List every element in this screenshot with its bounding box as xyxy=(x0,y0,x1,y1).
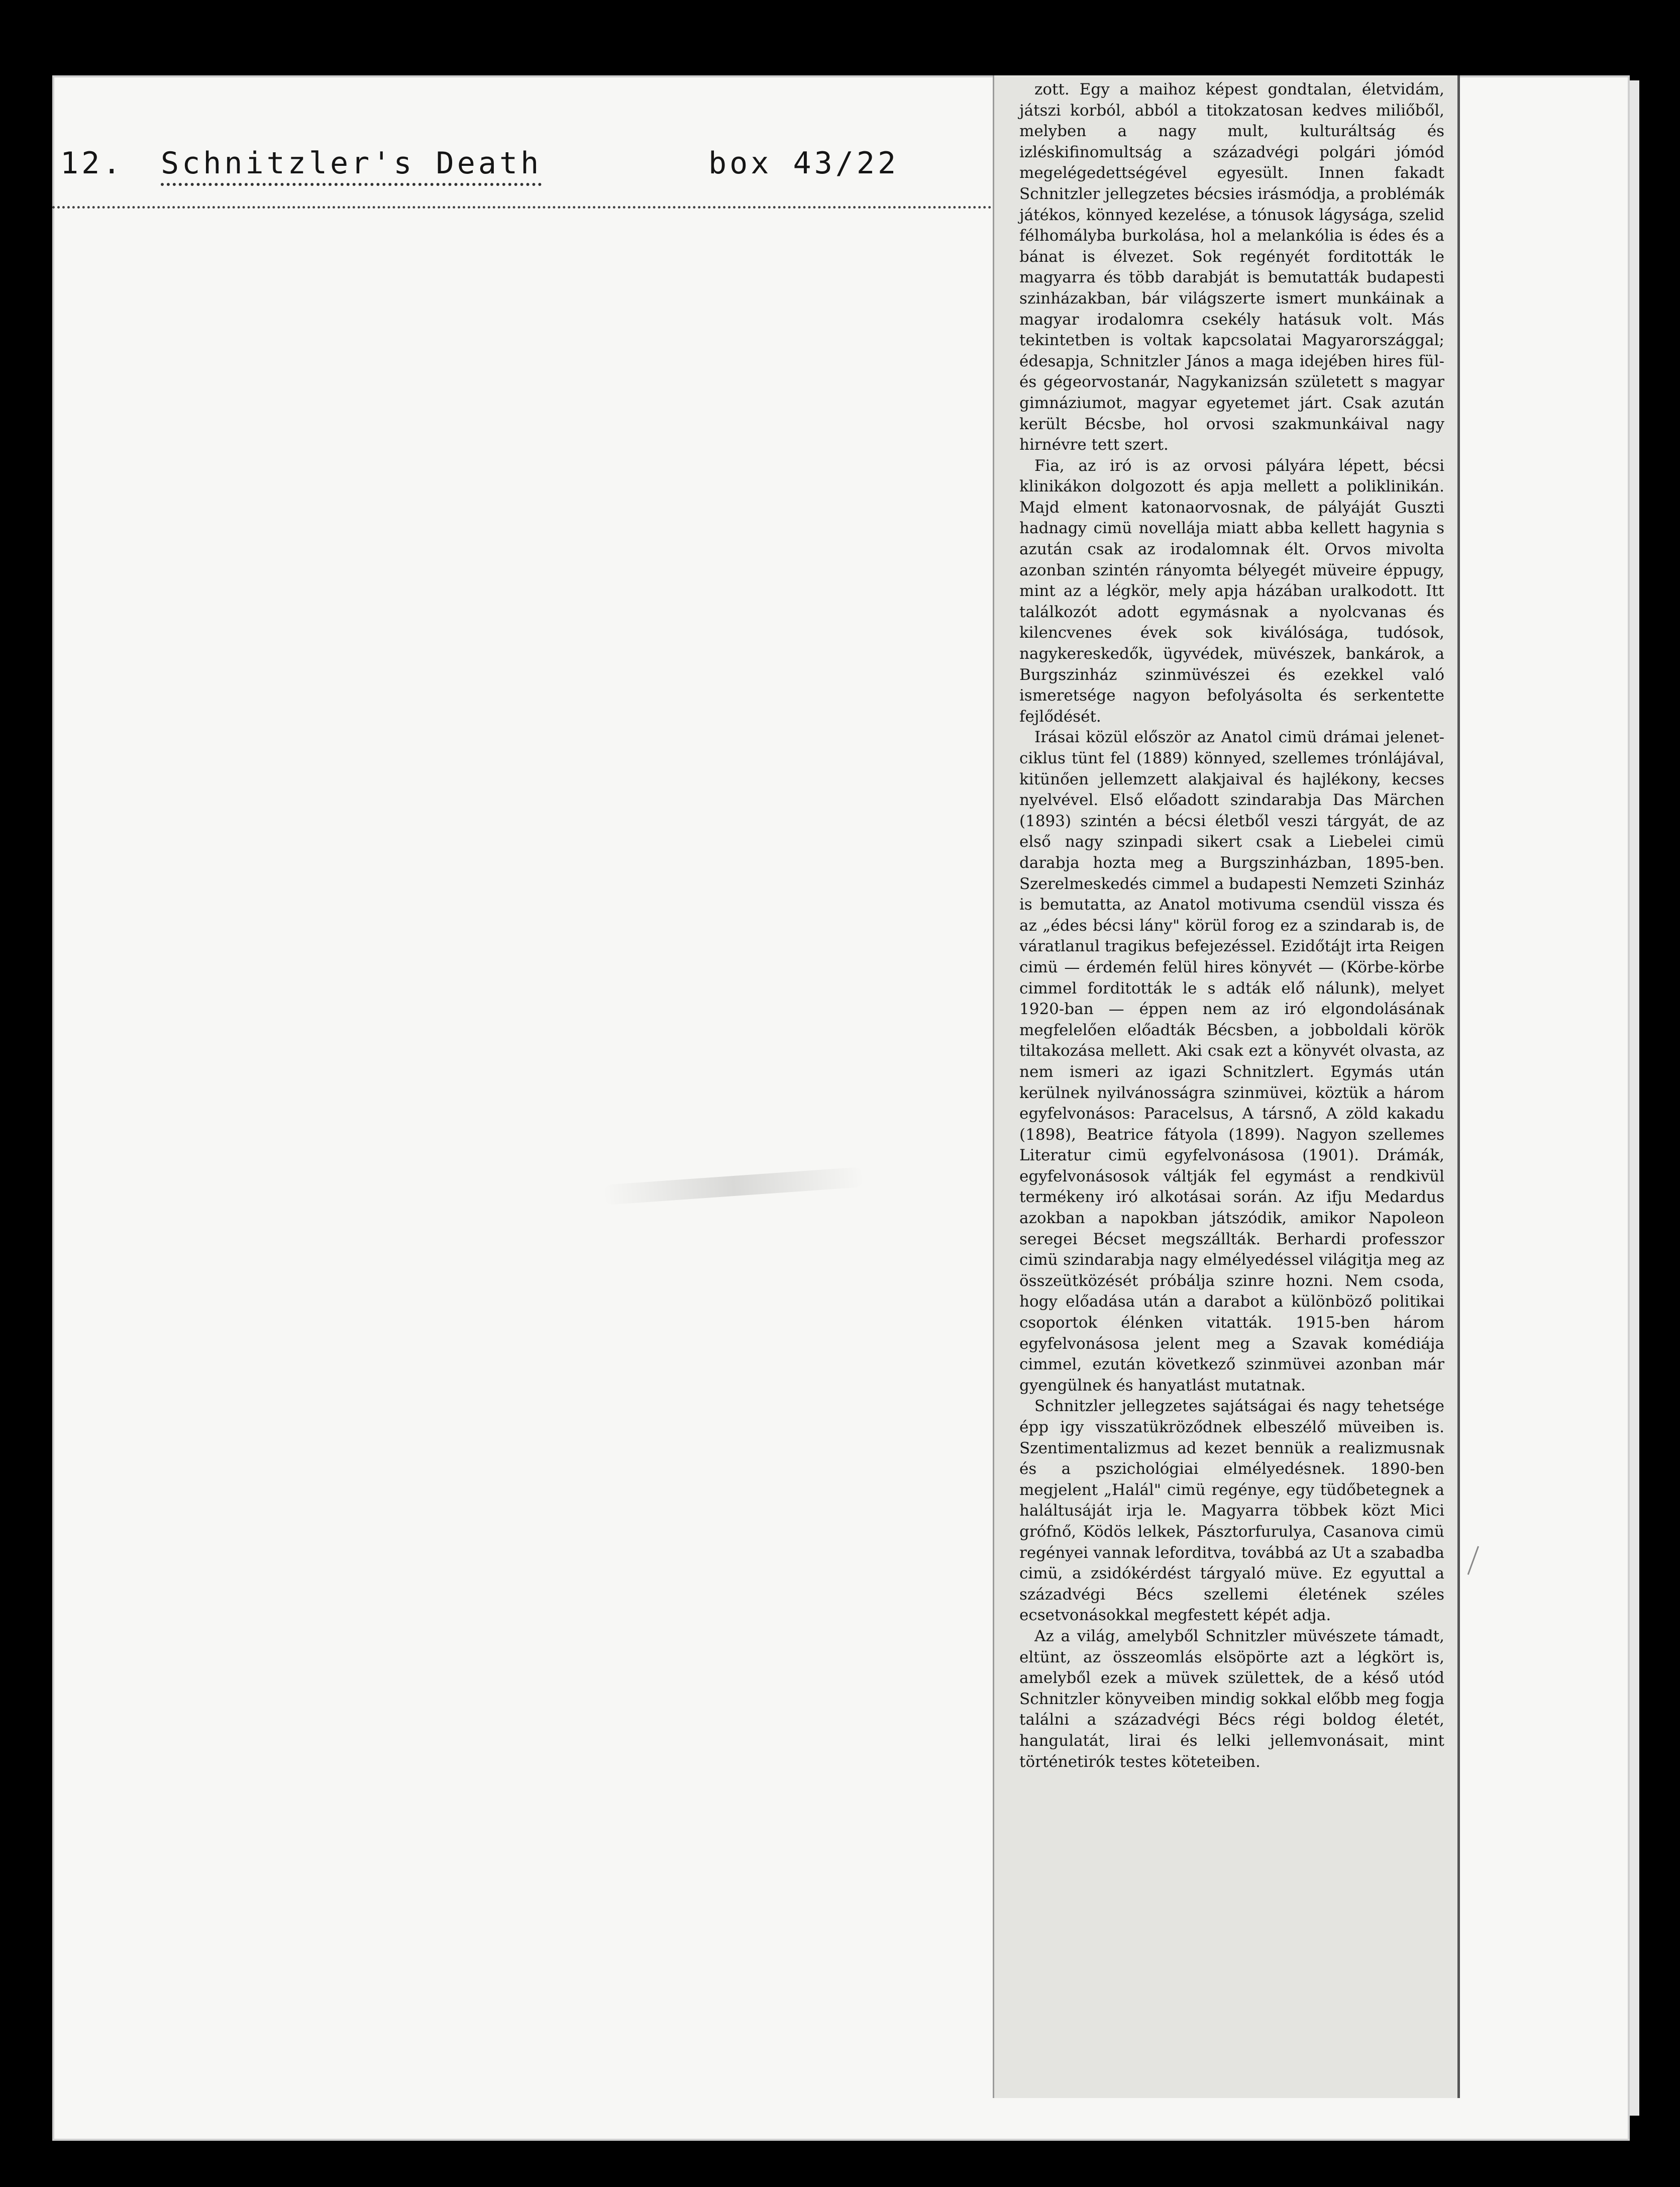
newspaper-clipping xyxy=(993,75,1460,2098)
clipping-paragraph: zott. Egy a maihoz képest gondtalan, életvidám, játszi korból, abból a titokzatosan kedves miliőből, melyben a nagy mult, kulturáltság és izléskifinomultság a századvégi polgári jómód megelégedettségével egyesült. Innen fakadt Schnitzler jellegzetes bécsies irásmódja, a problémák játékos, könnyed kezelése, a tónusok lágysága, szelid félhomályba burkolása, hol a melankólia is édes és a bánat is élvezet. Sok regényét forditották le magyarra és több darabját is bemutatták budapesti szinházakban, bár világszerte ismert munkáinak a magyar irodalomra csekély hatásuk volt. Más tekintetben is voltak kapcsolatai Magyarországgal; édesapja, Schnitzler János a maga idejében hires fül- és gégeorvostanár, Nagykanizsán született s magyar gimnáziumot, magyar egyetemet járt. Csak azután került Bécsbe, hol orvosi szakmunkáival nagy hirnévre tett szert. xyxy=(1019,80,1444,454)
box-reference: box 43/22 xyxy=(708,146,899,181)
archive-header xyxy=(60,146,899,186)
item-number: 12. xyxy=(60,146,124,181)
clipping-paragraph: Az a világ, amelyből Schnitzler müvészete támadt, eltünt, az összeomlás elsöpörte azt a légkört is, amelyből ezek a müvek születtek, de a késő utód Schnitzler könyveiben mindig sokkal előbb meg fogja találni a századvégi Bécs régi boldog életét, hangulatát, lirai és lelki jellemvonásait, mint történetirók testes köteteiben. xyxy=(1019,1627,1444,1771)
clipping-paragraph: Fia, az iró is az orvosi pályára lépett, bécsi klinikákon dolgozott és apja mellett a poliklinikán. Majd elment katonaorvosnak, de pályáját Guszti hadnagy cimü novellája miatt abba kellett hagynia s azután csak az irodalomnak élt. Orvos mivolta azonban szintén rányomta bélyegét müveire éppugy, mint az a légkör, mely apja házában uralkodott. Itt találkozót adott egymásnak a nyolcvanas és kilencvenes évek sok kiválósága, tudósok, nagykereskedők, ügyvédek, müvészek, bankárok, a Burgszinház szinmüvészei és ezekkel való ismeretsége nagyon befolyásolta és serkentette fejlődését. xyxy=(1019,456,1444,726)
folder-title: Schnitzler's Death xyxy=(161,146,542,186)
header-rule xyxy=(52,206,997,209)
clipping-paragraph: Schnitzler jellegzetes sajátságai és nagy tehetsége épp igy visszatükröződnek elbeszélő müveiben is. Szentimentalizmus ad kezet bennük a realizmusnak és a pszichológiai elmélyedésnek. 1890-ben megjelent „Halál" cimü regénye, egy tüdőbetegnek a haláltusáját irja le. Magyarra többek közt Mici grófnő, Ködös lelkek, Pásztorfurulya, Casanova cimü regényei vannak leforditva, továbbá az Ut a szabadba cimü, a zsidókérdést tárgyaló müve. Ez egyuttal a századvégi Bécs szellemi életének széles ecsetvonásokkal megfestett képét adja. xyxy=(1019,1397,1444,1625)
clipping-paragraph: Irásai közül először az Anatol cimü drámai jelenet-ciklus tünt fel (1889) könnyed, szellemes trónlájával, kitünően jellemzett alakjaival és hajlékony, kecses nyelvével. Első előadott szindarabja Das Märchen (1893) szintén a bécsi életből veszi tárgyát, de az első nagy szinpadi sikert csak a Liebelei cimü darabja hozta meg a Burgszinházban, 1895-ben. Szerelmeskedés cimmel a budapesti Nemzeti Szinház is bemutatta, az Anatol motivuma csendül vissza és az „édes bécsi lány" körül forog ez a szindarab is, de váratlanul tragikus befejezéssel. Ezidőtájt irta Reigen cimü — érdemén felül hires könyvét — (Körbe-körbe cimmel forditották le s adták elő nálunk), melyet 1920-ban — éppen nem az iró elgondolásának megfelelően előadták Bécsben, a jobboldali körök tiltakozása mellett. Aki csak ezt a könyvét olvasta, az nem ismeri az igazi Schnitzlert. Egymás után kerülnek nyilvánosságra szinmüvei, köztük a három egyfelvonásos: Paracelsus, A társnő, A zöld kakadu (1898), Beatrice fátyola (1899). Nagyon szellemes Literatur cimü egyfelvonásosa (1901). Drámák, egyfelvonásosok váltják fel egymást a rendkivül termékeny iró alkotásai során. Az ifju Medardus azokban a napokban játszódik, amikor Napoleon seregei Bécset megszállták. Berhardi professzor cimü szindarabja nagy elmélyedéssel világitja meg az összeütközését próbálja szinre hozni. Nem csoda, hogy előadása után a darabot a különböző politikai csoportok élénken vitatták. 1915-ben három egyfelvonásosa jelent meg a Szavak komédiája cimmel, ezután következő szinmüvei azonban már gyengülnek és hanyatlást mutatnak. xyxy=(1019,728,1444,1395)
